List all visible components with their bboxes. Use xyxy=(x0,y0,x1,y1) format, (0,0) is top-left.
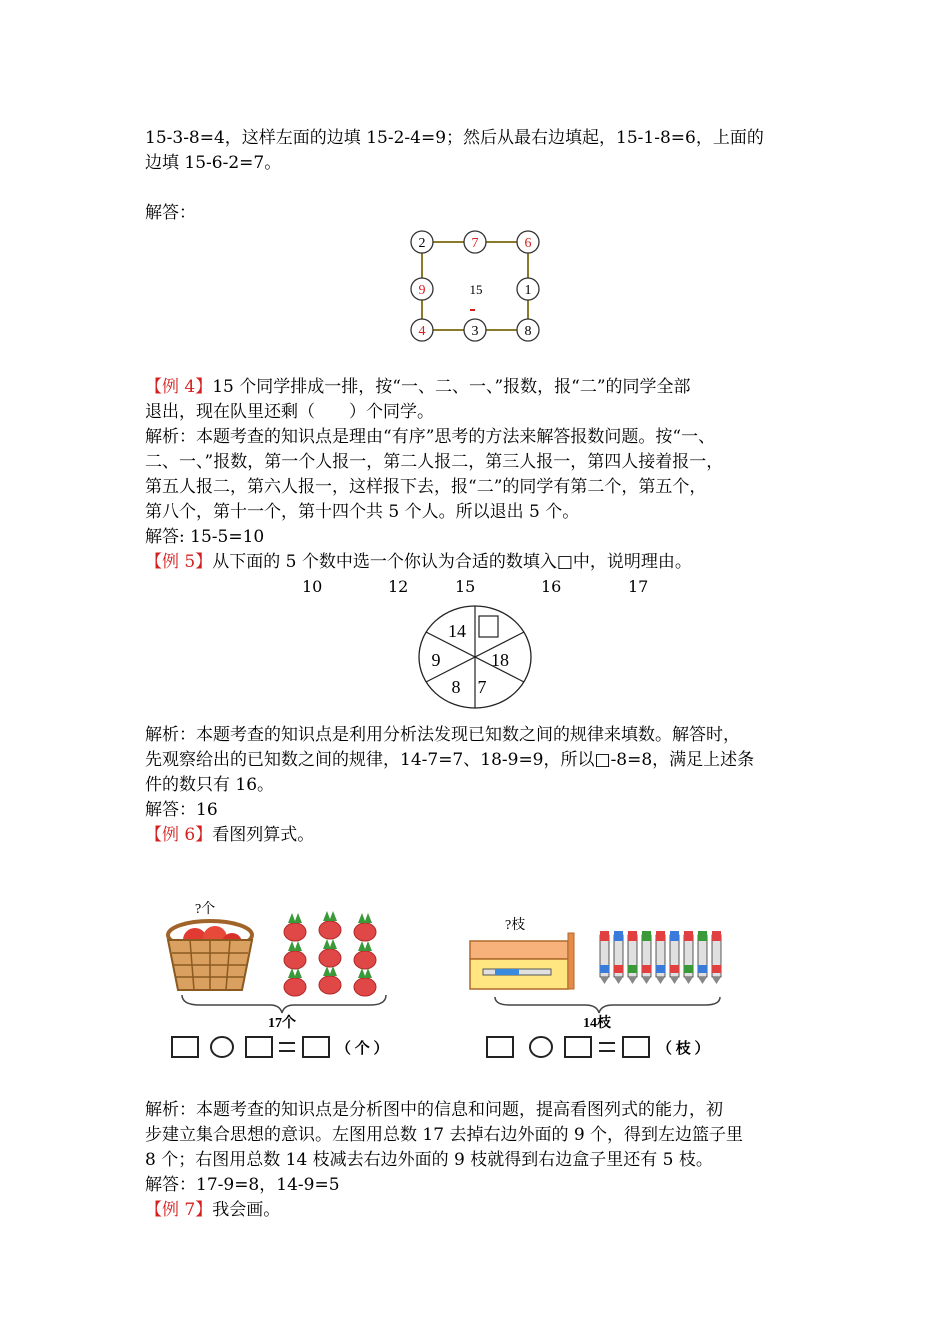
ex6-tag: 【例 6】 xyxy=(145,825,213,845)
empty-answer-box xyxy=(479,616,498,637)
puzzle-mid-left: 9 xyxy=(418,283,426,298)
ex5-question: 【例 5】从下面的 5 个数中选一个你认为合适的数填入□中，说明理由。 xyxy=(145,552,692,572)
puzzle-top-right: 6 xyxy=(524,236,532,251)
circle-num: 18 xyxy=(491,650,509,670)
right-unit: （ 枝 ） xyxy=(657,1041,710,1057)
ex4-analysis-3: 第五人报二，第六人报一，这样报下去，报“二”的同学有第二个，第五个， xyxy=(145,477,707,497)
left-question: ?个 xyxy=(195,902,216,917)
ex4-analysis-2: 二、一、”报数，第一个人报一，第二人报二，第三人报一，第四人接着报一， xyxy=(145,452,724,472)
operator-circle xyxy=(211,1037,233,1057)
intro-line-2: 边填 15-6-2=7。 xyxy=(145,153,282,173)
ex5-choices xyxy=(0,577,950,599)
answer-label: 解答： xyxy=(145,203,196,223)
puzzle-top-mid: 7 xyxy=(471,236,479,251)
ex6-left-figure xyxy=(160,895,410,1070)
radish-group-icon xyxy=(284,911,376,996)
equation-box xyxy=(172,1037,198,1057)
circle-num: 9 xyxy=(431,650,441,670)
equation-box xyxy=(246,1037,272,1057)
puzzle-bottom-right: 8 xyxy=(524,324,532,339)
intro-line-1: 15-3-8=4，这样左面的边填 15-2-4=9；然后从最右边填起，15-1-8=6，上面的 xyxy=(145,128,764,148)
equation-box xyxy=(565,1037,591,1057)
equation-box xyxy=(623,1037,649,1057)
choice: 10 xyxy=(302,577,323,596)
ex5-answer: 解答：16 xyxy=(145,800,218,820)
ex6-analysis-2: 步建立集合思想的意识。左图用总数 17 去掉右边外面的 9 个，得到左边篮子里 xyxy=(145,1125,744,1145)
choice: 16 xyxy=(541,577,562,596)
ex5-tag: 【例 5】 xyxy=(145,552,213,572)
operator-circle xyxy=(530,1037,552,1057)
ex4-analysis-1: 解析：本题考查的知识点是理由“有序”思考的方法来解答报数问题。按“一、 xyxy=(145,427,716,447)
ex4-question-2: 退出，现在队里还剩（ ）个同学。 xyxy=(145,402,434,422)
puzzle-bottom-left: 4 xyxy=(418,324,426,339)
right-total: 14枝 xyxy=(583,1016,611,1031)
puzzle-bottom-mid: 3 xyxy=(471,324,479,339)
puzzle-center: 15 xyxy=(469,282,483,297)
puzzle-top-left: 2 xyxy=(418,236,426,251)
left-total: 17个 xyxy=(268,1016,296,1031)
ex7-tag: 【例 7】 xyxy=(145,1200,213,1220)
choice: 15 xyxy=(455,577,476,596)
basket-icon xyxy=(168,921,252,990)
ex4-question-1: 【例 4】15 个同学排成一排，按“一、二、一、”报数，报“二”的同学全部 xyxy=(145,377,691,397)
equation-box xyxy=(303,1037,329,1057)
pencil-box-icon xyxy=(470,933,574,989)
ex6-analysis-3: 8 个；右图用总数 14 枝减去右边外面的 9 枝就得到右边盒子里还有 5 枝。 xyxy=(145,1150,713,1170)
ex6-question: 【例 6】看图列算式。 xyxy=(145,825,315,845)
ex4-tag: 【例 4】 xyxy=(145,377,213,397)
equation-box xyxy=(487,1037,513,1057)
ex5-circle-figure xyxy=(416,604,534,710)
ex5-analysis-1: 解析：本题考查的知识点是利用分析法发现已知数之间的规律来填数。解答时， xyxy=(145,725,740,745)
ex6-answer: 解答：17-9=8，14-9=5 xyxy=(145,1175,340,1195)
square-puzzle-figure xyxy=(400,225,550,350)
ex5-analysis-2: 先观察给出的已知数之间的规律，14-7=7、18-9=9，所以□-8=8，满足上述条 xyxy=(145,750,755,770)
ex5-analysis-3: 件的数只有 16。 xyxy=(145,775,275,795)
pencil-group-icon xyxy=(600,931,721,984)
ex4-analysis-4: 第八个，第十一个，第十四个共 5 个人。所以退出 5 个。 xyxy=(145,502,580,522)
ex6-right-figure xyxy=(465,895,745,1070)
circle-num: 7 xyxy=(477,677,487,697)
puzzle-mid-right: 1 xyxy=(524,283,532,298)
choice: 17 xyxy=(628,577,649,596)
ex4-answer: 解答: 15-5=10 xyxy=(145,527,265,547)
ex6-analysis-1: 解析：本题考查的知识点是分析图中的信息和问题，提高看图列式的能力，初 xyxy=(145,1100,723,1120)
circle-num: 8 xyxy=(451,677,461,697)
left-unit: （ 个 ） xyxy=(336,1041,389,1057)
choice: 12 xyxy=(388,577,409,596)
right-question: ?枝 xyxy=(505,918,526,933)
ex7-question: 【例 7】我会画。 xyxy=(145,1200,281,1220)
circle-num: 14 xyxy=(448,621,466,641)
